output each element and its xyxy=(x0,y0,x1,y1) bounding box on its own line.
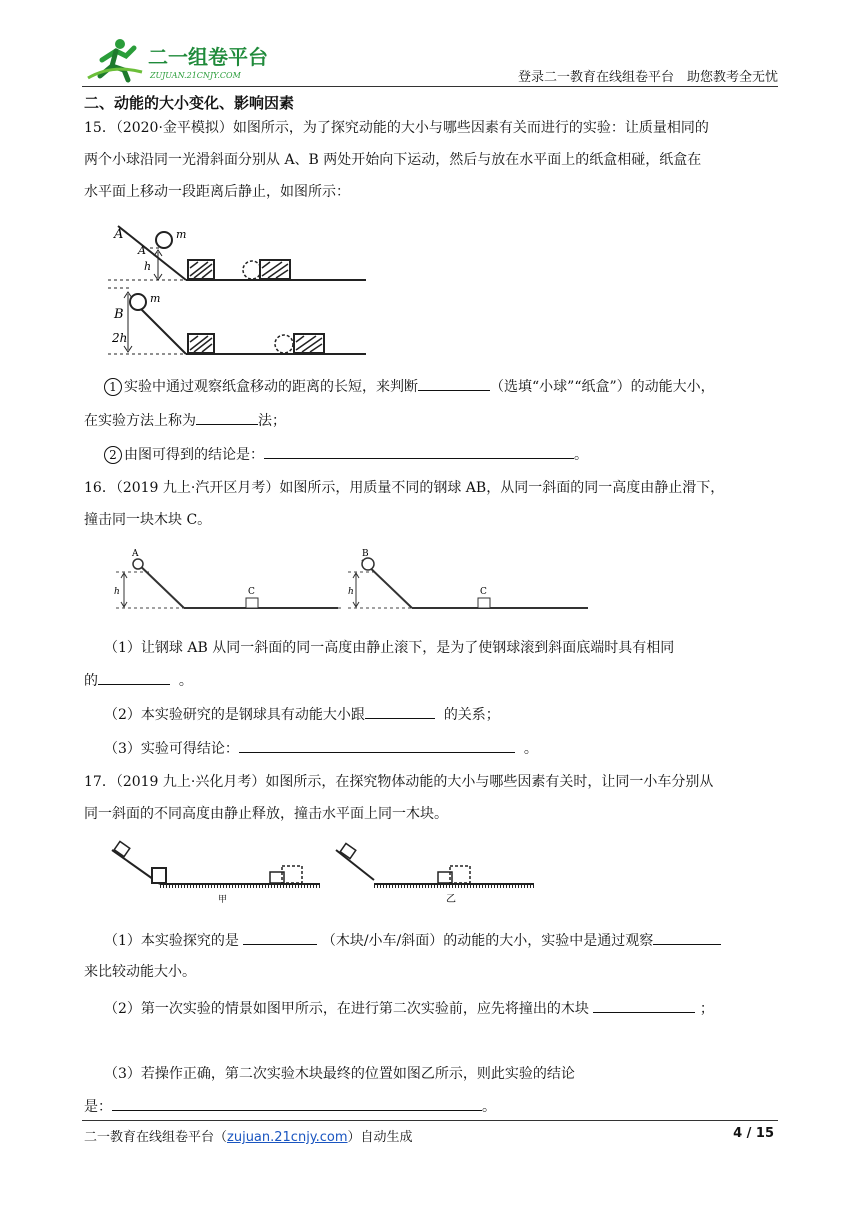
fig15-label-m1: m xyxy=(176,228,187,241)
fig15-label-A2: A xyxy=(138,244,146,257)
q15-sub2 xyxy=(104,444,588,465)
q16-sub2-text-a: （2）本实验研究的是钢球具有动能大小跟 xyxy=(104,707,365,723)
header-divider xyxy=(82,86,778,87)
q16-figure xyxy=(112,546,592,622)
footer-text-after: ）自动生成 xyxy=(347,1130,413,1145)
fig16-label-C2: C xyxy=(480,587,487,597)
q15-sub1-number: 1 xyxy=(104,378,122,396)
q16-sub1-line2 xyxy=(84,670,193,691)
q17-sub1-blank2[interactable] xyxy=(653,930,721,945)
q15-line1: 15．（2020·金平模拟）如图所示，为了探究动能的大小与哪些因素有关而进行的实验：让质量相同的 xyxy=(84,120,709,136)
q17-sub2-text-b: ； xyxy=(699,1001,714,1017)
q15-sub2-text-b: 。 xyxy=(574,447,588,463)
q17-figure xyxy=(104,838,544,908)
q15-sub2-text-a: 由图可得到的结论是： xyxy=(124,447,264,463)
q15-sub1-text-c: 在实验方法上称为 xyxy=(84,413,196,429)
q15-line2: 两个小球沿同一光滑斜面分别从 A、B 两处开始向下运动，然后与放在水平面上的纸盒相碰，纸盒在 xyxy=(84,152,702,168)
q17-sub1-text-a: （1）本实验探究的是 xyxy=(104,933,239,949)
fig15-label-A: A xyxy=(114,227,124,242)
fig16-label-A: A xyxy=(132,549,139,559)
q17-sub1-line2: 来比较动能大小。 xyxy=(84,964,196,980)
q17-sub3-line1: （3）若操作正确，第二次实验木块最终的位置如图乙所示，则此实验的结论 xyxy=(104,1066,575,1082)
q16-sub1-text-b: 的 xyxy=(84,673,98,689)
fig15-label-h: h xyxy=(144,260,152,273)
q16-sub1-line1: （1）让钢球 AB 从同一斜面的同一高度由静止滚下，是为了使钢球滚到斜面底端时具有相同 xyxy=(104,640,675,656)
q15-sub1-text-d: 法； xyxy=(258,413,286,429)
q15-line3: 水平面上移动一段距离后静止，如图所示： xyxy=(84,184,350,200)
q17-sub2-blank[interactable] xyxy=(593,998,695,1013)
q15-sub2-blank[interactable] xyxy=(264,444,574,459)
q16-sub2-text-b: 的关系； xyxy=(443,707,500,723)
footer-divider xyxy=(82,1120,778,1121)
q17-sub1-line1 xyxy=(104,930,721,951)
q16-sub3-blank[interactable] xyxy=(239,738,515,753)
q15-sub1-line2 xyxy=(84,410,286,431)
q16-sub3-text-a: （3）实验可得结论： xyxy=(104,741,239,757)
q16-sub2 xyxy=(104,704,500,725)
runner-logo-icon xyxy=(88,39,142,80)
page-number: 4 / 15 xyxy=(733,1126,774,1141)
q17-sub1-blank1[interactable] xyxy=(243,930,317,945)
fig15-label-m2: m xyxy=(150,292,161,305)
q16-line1: 16．（2019 九上·汽开区月考）如图所示，用质量不同的钢球 AB，从同一斜面的同一高度由静止滑下， xyxy=(84,480,725,496)
q17-sub3-blank[interactable] xyxy=(112,1096,482,1111)
q15-sub1-blank2[interactable] xyxy=(196,410,258,425)
q17-sub2-text-a: （2）第一次实验的情景如图甲所示，在进行第二次实验前，应先将撞出的木块 xyxy=(104,1001,589,1017)
logo-url: ZUJUAN.21CNJY.COM xyxy=(150,71,241,80)
q17-sub3-text-b: 是： xyxy=(84,1099,112,1115)
section-title: 二、动能的大小变化、影响因素 xyxy=(84,94,295,112)
footer-link[interactable]: zujuan.21cnjy.com xyxy=(227,1130,348,1145)
q15-sub1-blank1[interactable] xyxy=(418,376,490,391)
q16-line2: 撞击同一块木块 C。 xyxy=(84,512,212,528)
fig17-label-jia: 甲 xyxy=(218,895,228,904)
fig16-label-h1: h xyxy=(114,587,120,597)
q17-sub3-text-c: 。 xyxy=(482,1099,496,1115)
fig15-label-B: B xyxy=(114,307,124,322)
q16-sub1-text-c: 。 xyxy=(178,673,193,689)
footer-credit xyxy=(84,1126,413,1145)
q17-line2: 同一斜面的不同高度由静止释放，撞击水平面上同一木块。 xyxy=(84,806,448,822)
platform-logo[interactable] xyxy=(82,34,282,84)
q16-sub2-blank[interactable] xyxy=(365,704,435,719)
q15-sub2-number: 2 xyxy=(104,446,122,464)
q15-figure xyxy=(108,218,378,372)
q17-sub3-line2 xyxy=(84,1096,496,1117)
q17-sub1-text-b: （木块/小车/斜面）的动能的大小，实验中是通过观察 xyxy=(321,933,654,949)
q15-sub1-text-a: 实验中通过观察纸盒移动的距离的长短，来判断 xyxy=(124,379,418,395)
footer-text-before: 二一教育在线组卷平台（ xyxy=(84,1130,228,1145)
q15-sub1-line1 xyxy=(104,376,715,397)
logo-title: 二一组卷平台 xyxy=(148,45,268,69)
q16-sub1-blank[interactable] xyxy=(98,670,170,685)
fig15-label-2h: 2h xyxy=(112,331,128,345)
q16-sub3 xyxy=(104,738,538,759)
fig17-label-yi: 乙 xyxy=(446,894,456,904)
q17-sub2 xyxy=(104,998,714,1019)
fig16-label-B: B xyxy=(362,549,369,559)
fig16-label-C1: C xyxy=(248,587,255,597)
q16-sub3-text-b: 。 xyxy=(523,741,538,757)
q15-sub1-text-b: （选填“小球”“纸盒”）的动能大小， xyxy=(490,379,715,395)
fig16-label-h2: h xyxy=(348,587,354,597)
header-tagline: 登录二一教育在线组卷平台 助您教考全无忧 xyxy=(517,70,778,85)
q17-line1: 17．（2019 九上·兴化月考）如图所示，在探究物体动能的大小与哪些因素有关时，让同一小车分别从 xyxy=(84,774,714,790)
